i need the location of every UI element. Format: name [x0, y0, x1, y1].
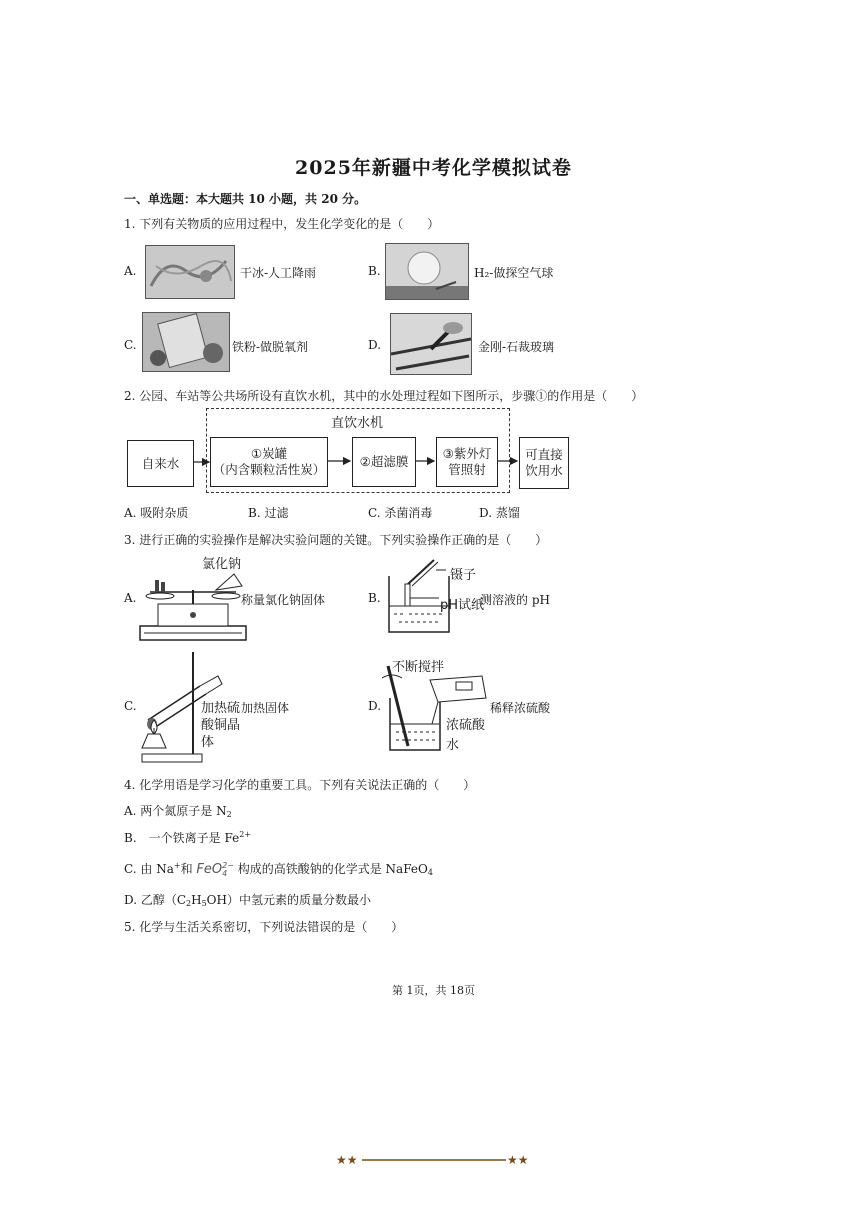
q4-option-d[interactable]: [124, 891, 371, 908]
q1-option-b-text: H₂-做探空气球: [474, 266, 554, 280]
q4-option-d-mid: H: [191, 893, 202, 907]
flow-arrows: [0, 0, 867, 520]
q4-option-c[interactable]: [124, 860, 433, 877]
q1-option-c-letter[interactable]: C.: [124, 338, 137, 352]
q3-option-d-letter[interactable]: D.: [368, 699, 382, 713]
q1-option-b-letter[interactable]: B.: [368, 264, 381, 278]
question-4-stem: 4. 化学用语是学习化学的重要工具。下列有关说法正确的（ ）: [124, 778, 476, 792]
q2-option-a-text: 吸附杂质: [140, 506, 189, 520]
sodium-chloride-label: 氯化钠: [202, 557, 242, 572]
q2-option-c[interactable]: [368, 504, 432, 521]
keep-stirring-label: 不断搅拌: [392, 660, 445, 675]
question-5-stem: 5. 化学与生活关系密切，下列说法错误的是（ ）: [124, 920, 404, 934]
q3-option-a-letter[interactable]: A.: [124, 591, 137, 605]
page-footer: 第 1页，共 18页: [392, 984, 475, 997]
carbon-tank-line-1: ①炭罐: [250, 446, 288, 462]
q4-option-d-text: OH）中氢元素的质量分数最小: [206, 893, 371, 907]
machine-label: 直饮水机: [330, 416, 383, 431]
q1-option-a-text: 干冰-人工降雨: [240, 266, 317, 280]
tap-water-label: 自来水: [141, 455, 180, 471]
question-2-stem: 2. 公园、车站等公共场所设有直饮水机，其中的水处理过程如下图所示，步骤①的作用是（ ）: [124, 389, 644, 403]
q2-option-b-text: 过滤: [264, 506, 289, 520]
ferrate-ion-scripts: [222, 862, 234, 876]
q4-option-b[interactable]: [124, 829, 251, 846]
star-icon-left: ★★: [336, 1153, 358, 1167]
question-3-stem: 3. 进行正确的实验操作是解决实验问题的关键。下列实验操作正确的是（ ）: [124, 533, 548, 547]
q4-option-a[interactable]: [124, 802, 232, 819]
section-heading: 一、单选题：本大题共 10 小题，共 20 分。: [124, 192, 367, 206]
q1-option-c-text: 铁粉-做脱氧剂: [232, 340, 309, 354]
q4-option-a-subscript: 2: [226, 810, 232, 819]
star-icon-right: ★★: [507, 1153, 529, 1167]
q2-option-d-letter: D.: [479, 506, 493, 520]
tweezers-label: 镊子: [450, 568, 477, 583]
q4-option-c-and: 和: [180, 862, 193, 876]
q1-option-d-text: 金刚-石裁玻璃: [478, 340, 555, 354]
q2-option-b-letter: B.: [248, 506, 261, 520]
q2-option-d-text: 蒸馏: [495, 506, 520, 520]
q2-option-b[interactable]: [248, 504, 288, 521]
page-title: 2025年新疆中考化学模拟试卷: [295, 157, 572, 179]
drinkable-line-2: 饮用水: [525, 463, 563, 478]
ph-paper-label: pH试纸: [440, 598, 485, 613]
q2-option-c-letter: C.: [368, 506, 381, 520]
uv-lamp-line-1: ③紫外灯: [442, 446, 492, 462]
balance-figure: [138, 560, 248, 642]
ferrate-ion-text: FeO: [196, 862, 223, 877]
q3-option-d-text: 稀释浓硫酸: [490, 701, 551, 715]
q3-option-a-text: 称量氯化钠固体: [241, 593, 326, 607]
q1-option-a-letter[interactable]: A.: [124, 264, 137, 278]
q4-d-sub-2: 5: [201, 899, 207, 908]
q2-option-a-letter: A.: [124, 506, 137, 520]
q3-option-c-letter[interactable]: C.: [124, 699, 137, 713]
question-1-stem: 1. 下列有关物质的应用过程中，发生化学变化的是（ ）: [124, 217, 440, 231]
q4-na-charge: +: [173, 861, 181, 870]
ultrafiltration-label: ②超滤膜: [359, 454, 409, 470]
copper-sulfate-label-2: 酸铜晶: [201, 718, 241, 733]
q4-option-c-prefix: C. 由 Na: [124, 862, 174, 876]
ferrate-ion-subscript: 4: [222, 868, 228, 878]
footer-ornament: [336, 1152, 532, 1168]
q4-option-b-text: B. 一个铁离子是 Fe: [124, 831, 240, 845]
q4-option-c-text: 构成的高铁酸钠的化学式是 NaFeO: [233, 862, 428, 876]
q2-option-c-text: 杀菌消毒: [384, 506, 433, 520]
ferrate-ion-formula: [196, 862, 234, 877]
q4-option-d-prefix: D. 乙醇（C: [124, 893, 187, 907]
water-label: 水: [446, 738, 460, 753]
copper-sulfate-label-3: 体: [201, 735, 215, 750]
q3-option-b-letter[interactable]: B.: [368, 591, 381, 605]
drinkable-line-1: 可直接: [525, 447, 563, 463]
q4-option-c-subscript: 4: [427, 868, 433, 877]
q3-option-c-text: 加热固体: [241, 701, 290, 715]
concentrated-acid-label: 浓硫酸: [446, 718, 486, 733]
uv-lamp-line-2: 管照射: [448, 462, 486, 477]
q2-option-d[interactable]: [479, 504, 520, 521]
q2-option-a[interactable]: [124, 504, 188, 521]
q4-d-sub-1: 2: [186, 899, 192, 908]
ferrate-ion-charge: 2−: [222, 861, 234, 871]
q3-option-b-text: 测溶液的 pH: [480, 593, 550, 607]
q1-option-d-letter[interactable]: D.: [368, 338, 382, 352]
carbon-tank-line-2: （内含颗粒活性炭）: [212, 462, 326, 477]
q4-option-a-text: A. 两个氮原子是 N: [124, 804, 227, 818]
q4-option-b-superscript: 2+: [239, 830, 252, 839]
copper-sulfate-label-1: 加热硫: [201, 701, 241, 716]
